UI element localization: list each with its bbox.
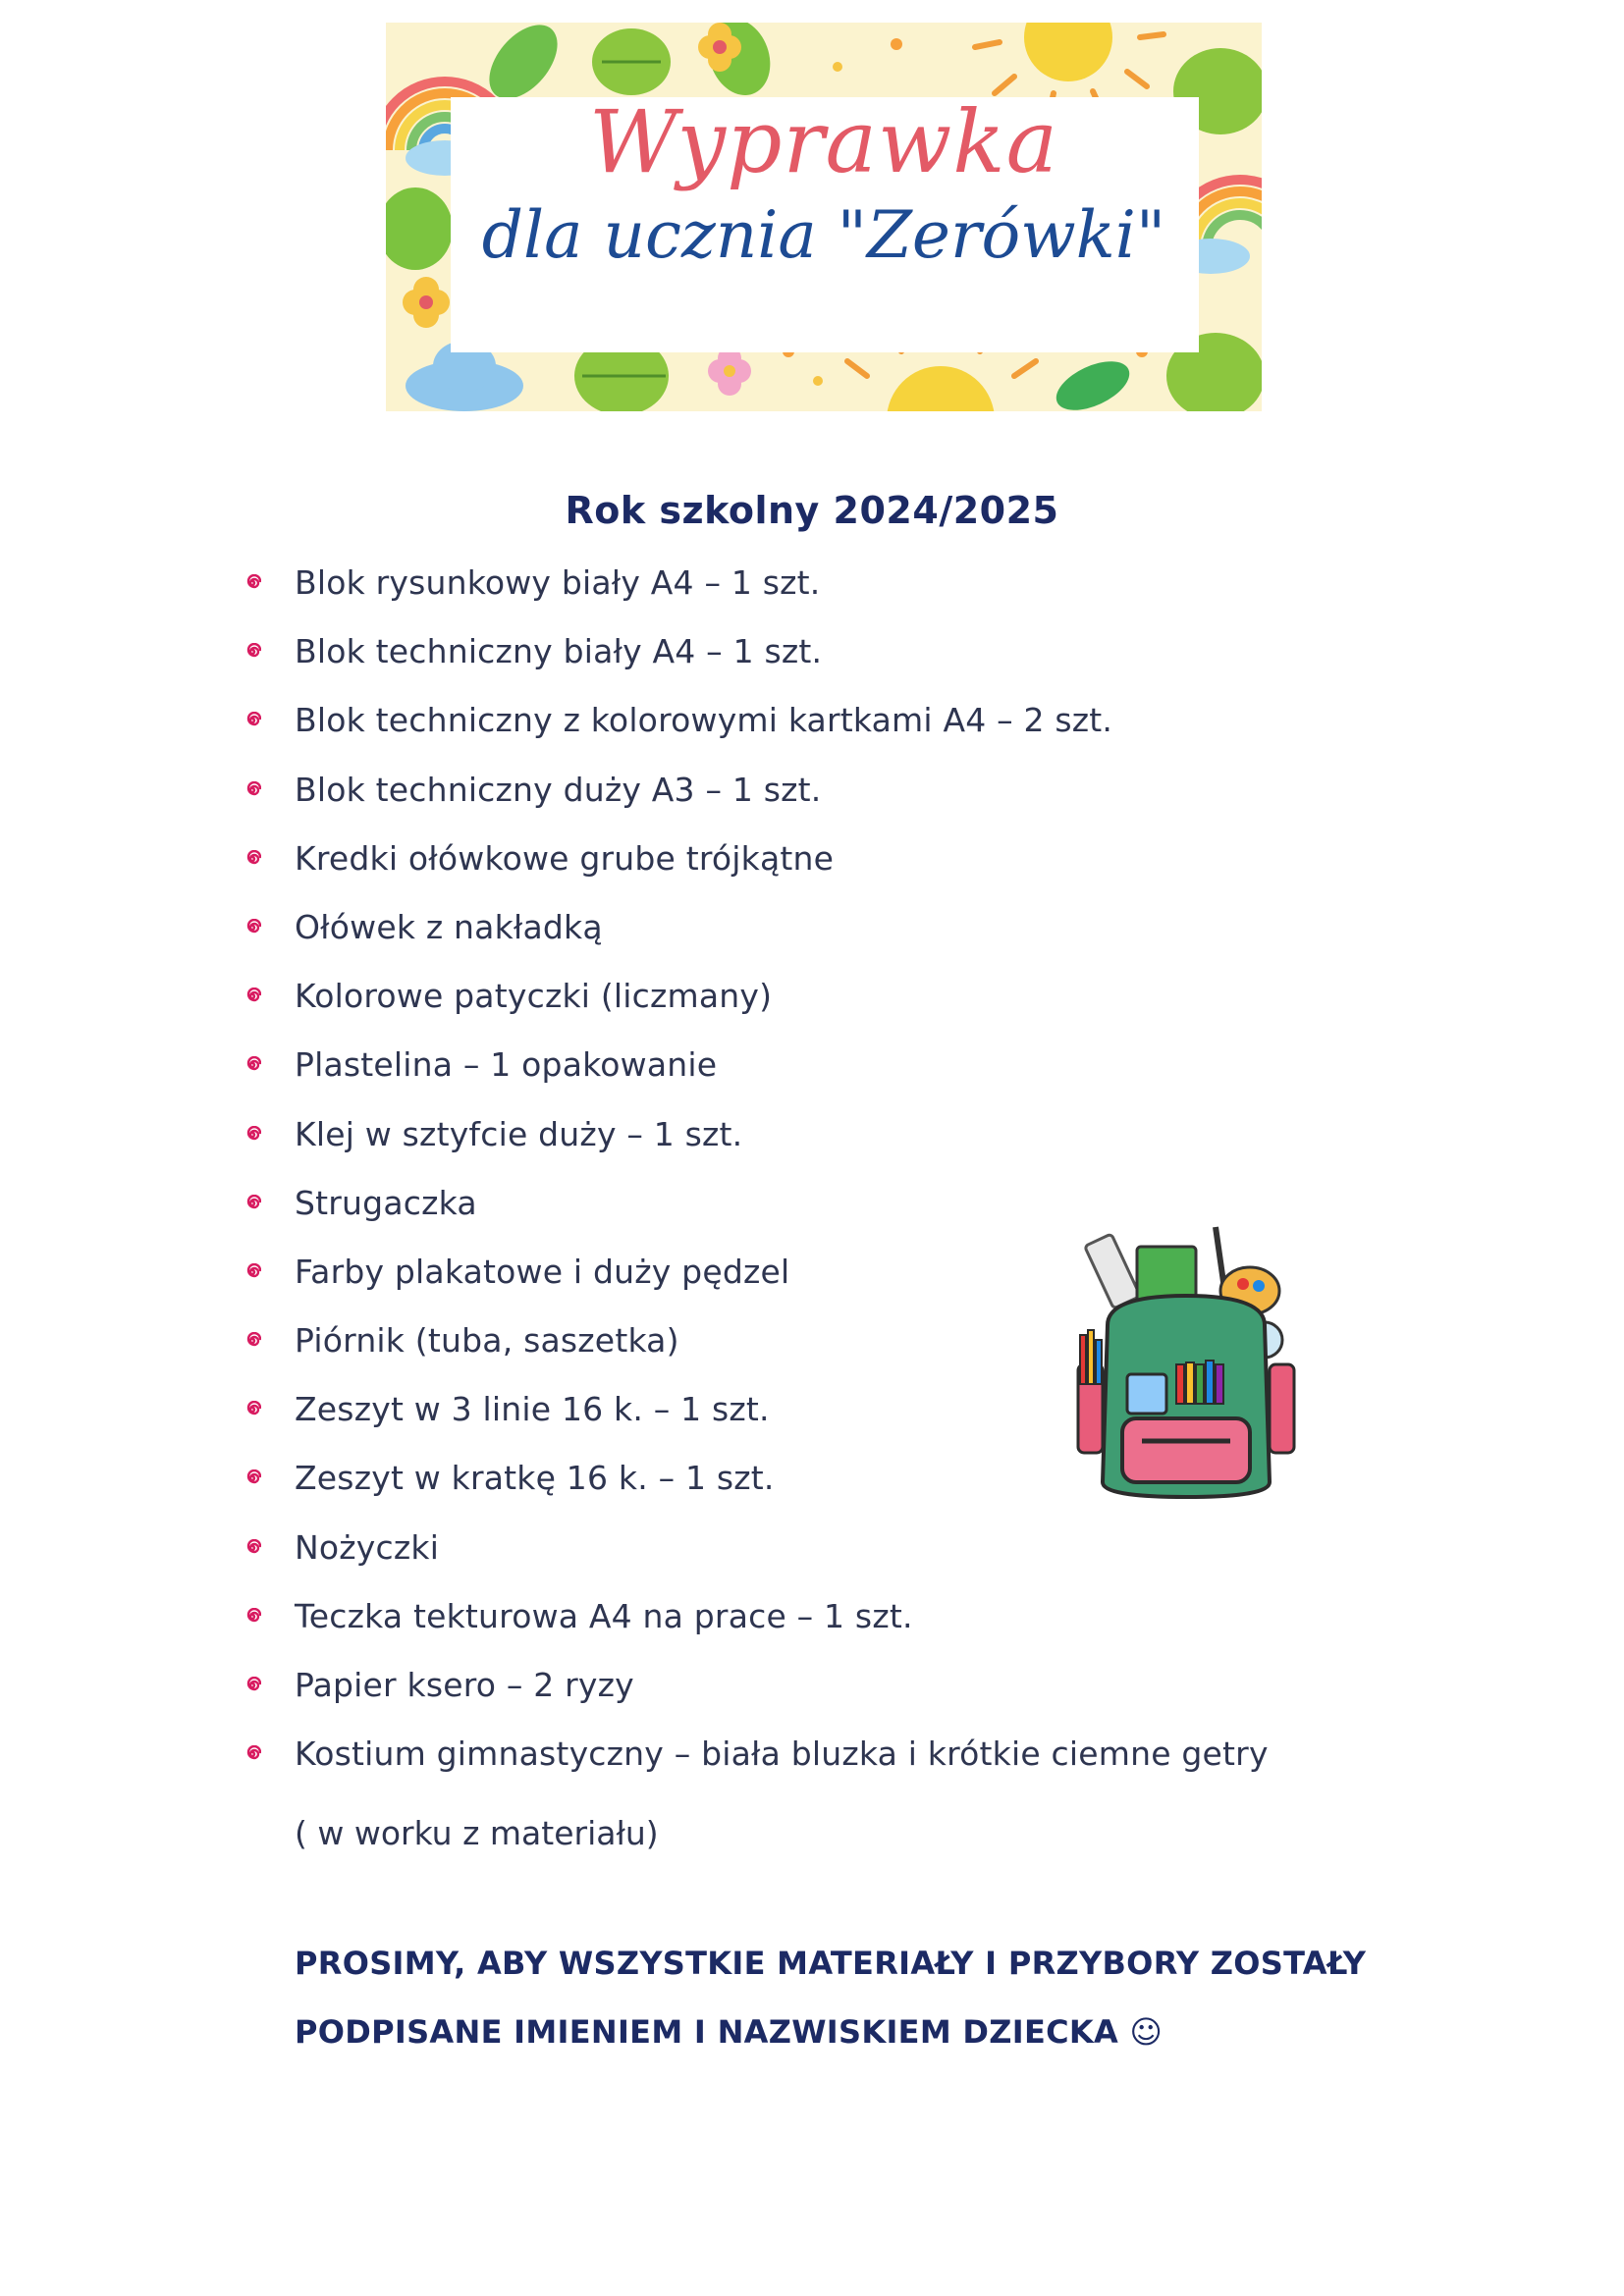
list-item-text: Strugaczka [295, 1183, 477, 1222]
spiral-bullet-icon [244, 1469, 261, 1487]
notice-line-1: PROSIMY, ABY WSZYSTKIE MATERIAŁY I PRZYBORY ZOSTAŁY [295, 1945, 1367, 1982]
list-item-continuation: ( w worku z materiału) [295, 1814, 659, 1852]
spiral-bullet-icon [244, 1677, 261, 1694]
spiral-bullet-icon [244, 850, 261, 868]
header-banner [386, 23, 1262, 411]
spiral-bullet-icon [244, 1539, 261, 1557]
school-year-heading: Rok szkolny 2024/2025 [565, 489, 1059, 532]
flower-icon [403, 277, 450, 328]
spiral-bullet-icon [244, 988, 261, 1005]
list-item-text: Kostium gimnastyczny – biała bluzka i krótkie ciemne getry [295, 1735, 1269, 1774]
spiral-bullet-icon [244, 1263, 261, 1281]
list-item-text: Blok techniczny biały A4 – 1 szt. [295, 632, 823, 671]
backpack-icon [1068, 1217, 1304, 1512]
spiral-bullet-icon [244, 643, 261, 661]
spiral-bullet-icon [244, 1401, 261, 1418]
list-item-text: Teczka tekturowa A4 na prace – 1 szt. [295, 1596, 913, 1635]
list-item-text: Klej w sztyfcie duży – 1 szt. [295, 1114, 743, 1153]
list-item-text: Kolorowe patyczki (liczmany) [295, 977, 773, 1016]
notice-line-2: PODPISANE IMIENIEM I NAZWISKIEM DZIECKA ☺ [295, 2013, 1164, 2051]
banner-title: Wyprawka [588, 91, 1059, 192]
list-item-text: Zeszyt w kratkę 16 k. – 1 szt. [295, 1459, 775, 1498]
list-item-text: Piórnik (tuba, saszetka) [295, 1321, 679, 1361]
list-item-text: Nożyczki [295, 1527, 440, 1567]
spiral-bullet-icon [244, 712, 261, 729]
spiral-bullet-icon [244, 1195, 261, 1212]
list-item-text: Farby plakatowe i duży pędzel [295, 1252, 790, 1291]
banner-subtitle: dla ucznia "Zerówki" [481, 197, 1166, 273]
spiral-bullet-icon [244, 1126, 261, 1144]
list-item-text: Blok rysunkowy biały A4 – 1 szt. [295, 563, 821, 602]
leaf-icon [592, 28, 671, 95]
list-item-text: Papier ksero – 2 ryzy [295, 1666, 634, 1704]
spiral-bullet-icon [244, 1745, 261, 1763]
spiral-bullet-icon [244, 919, 261, 936]
list-item-text: Ołówek z nakładką [295, 907, 603, 946]
spiral-bullet-icon [244, 1608, 261, 1626]
list-item-text: Blok techniczny z kolorowymi kartkami A4 – 2 szt. [295, 701, 1113, 740]
list-item-text: Blok techniczny duży A3 – 1 szt. [295, 770, 822, 809]
list-item-text: Zeszyt w 3 linie 16 k. – 1 szt. [295, 1390, 770, 1429]
list-item-text: Kredki ołówkowe grube trójkątne [295, 838, 835, 878]
spiral-bullet-icon [244, 781, 261, 799]
leaf-icon [1049, 351, 1136, 411]
flower-icon [708, 347, 751, 396]
spiral-bullet-icon [244, 1056, 261, 1074]
list-item-text: Plastelina – 1 opakowanie [295, 1045, 718, 1085]
spiral-bullet-icon [244, 1332, 261, 1350]
spiral-bullet-icon [244, 574, 261, 592]
